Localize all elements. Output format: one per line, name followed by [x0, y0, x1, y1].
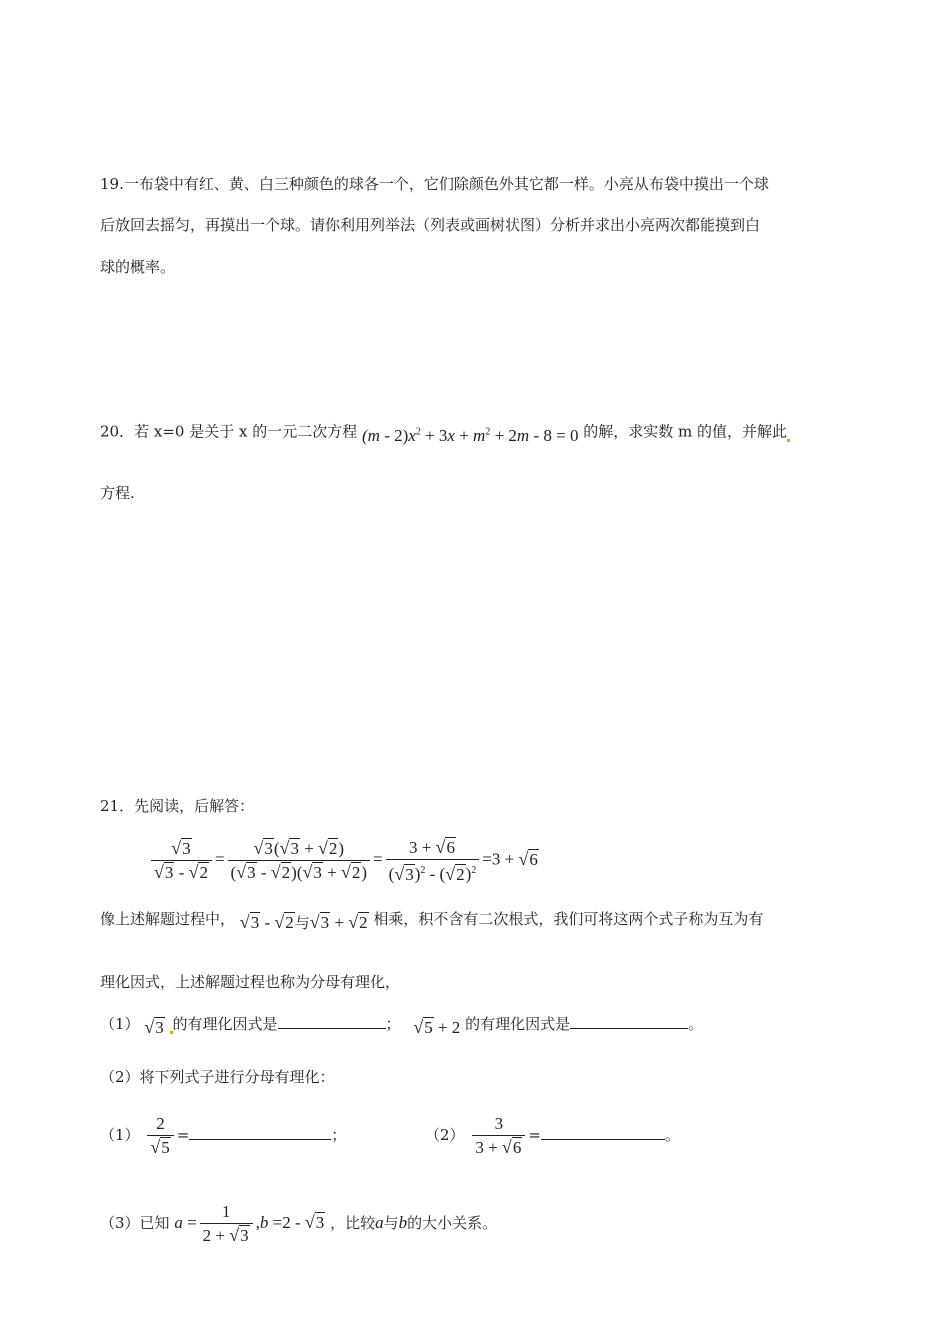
part2-b-fraction: $\frac{3}{3 + √6}$	[472, 1113, 525, 1159]
part1-answer-blank-2[interactable]	[570, 1014, 688, 1029]
part2-b-answer-blank[interactable]	[541, 1125, 665, 1140]
part2-a-end: ；	[331, 1126, 347, 1144]
part1-text2: 的有理化因式是	[465, 1015, 571, 1033]
q20-line-2: 方程.	[100, 484, 135, 502]
q21-paragraph-line-1	[100, 908, 764, 932]
para-prefix: 像上述解题过程中，	[100, 910, 236, 928]
part3-expression: a = $\frac{1}{2 + √3}$ ,b =2 - √3	[174, 1202, 325, 1245]
part2-b-label: （2）	[425, 1126, 465, 1144]
part2-a-answer-blank[interactable]	[189, 1125, 331, 1140]
part1-sep: ；	[385, 1015, 401, 1033]
q20-prefix: 20．若 x=0 是关于 x 的一元二次方程	[100, 422, 358, 441]
eq-term-3: $\frac{3 + √6}{(√3)^2 - (√2)^2}$	[386, 836, 480, 886]
q19-line-2: 后放回去摇匀，再摸出一个球。请你利用列举法（列表或画树状图）分析并求出小亮两次都能摸到白	[100, 216, 761, 234]
part2-a-label: （1）	[100, 1126, 140, 1144]
part1-answer-blank-1[interactable]	[278, 1014, 386, 1029]
q21-part2-b	[425, 1113, 680, 1159]
q20-equation: $(m - 2)x^2 + 3x + m^2 + 2m - 8 = 0$	[361, 425, 579, 445]
q19-line-1: 19.一布袋中有红、黄、白三种颜色的球各一个，它们除颜色外其它都一样。小亮从布袋中摸出一个球	[100, 175, 769, 193]
part3-label: （3）已知	[100, 1213, 170, 1232]
q21-intro: 21．先阅读，后解答：	[100, 797, 255, 815]
part1-open: （1）	[100, 1015, 140, 1033]
part3-and: 与	[383, 1213, 399, 1232]
part2-b-eq: =	[528, 1126, 541, 1144]
part1-expr-sqrt5-plus-2: √5 + 2	[413, 1017, 461, 1037]
para-suffix: 相乘，积不含有二次根式，我们可将这两个式子称为互为有	[373, 910, 764, 928]
part3-text: ，比较	[330, 1213, 376, 1232]
part1-end: 。	[688, 1015, 704, 1033]
q19-line-3: 球的概率。	[100, 258, 176, 276]
q21-part2-title: （2）将下列式子进行分母有理化：	[100, 1068, 335, 1086]
part2-a-eq: =	[176, 1126, 190, 1144]
eq-term-1: $\frac{√3}{√3 - √2}$	[151, 837, 212, 884]
para-pair-expression: √3 - √2与√3 + √2	[239, 912, 368, 932]
part1-expr-sqrt3: √3	[144, 1017, 164, 1037]
part2-a-fraction: $\frac{2}{√5}$	[147, 1113, 173, 1159]
q21-part3	[100, 1201, 497, 1247]
q21-part2-a	[100, 1113, 346, 1159]
q21-paragraph-line-2: 理化因式，上述解题过程也称为分母有理化，	[100, 973, 401, 991]
eq-term-2: $\frac{√3(√3 + √2)}{(√3 - √2)(√3 + √2)}$	[228, 837, 371, 884]
part3-var-a: a	[375, 1212, 384, 1232]
q20-suffix: 的解，求实数 m 的值，并解此	[583, 422, 787, 441]
part1-text1: 的有理化因式是	[172, 1015, 278, 1033]
marker-dot	[787, 439, 790, 442]
q20-line-1	[100, 418, 790, 445]
part3-end: 的大小关系。	[407, 1213, 498, 1232]
q21-example-equation: $\frac{√3}{√3 - √2}$ = $\frac{√3(√3 + √2)}{(√3 - √2)(√3 + √2)}$ = $\frac{3 + √6}{(√3)^2 - (√2)^2}$ =3 + √6	[148, 836, 539, 886]
part2-b-end: 。	[664, 1126, 680, 1144]
part3-var-b: b	[398, 1212, 408, 1232]
q21-part1	[100, 1013, 704, 1037]
